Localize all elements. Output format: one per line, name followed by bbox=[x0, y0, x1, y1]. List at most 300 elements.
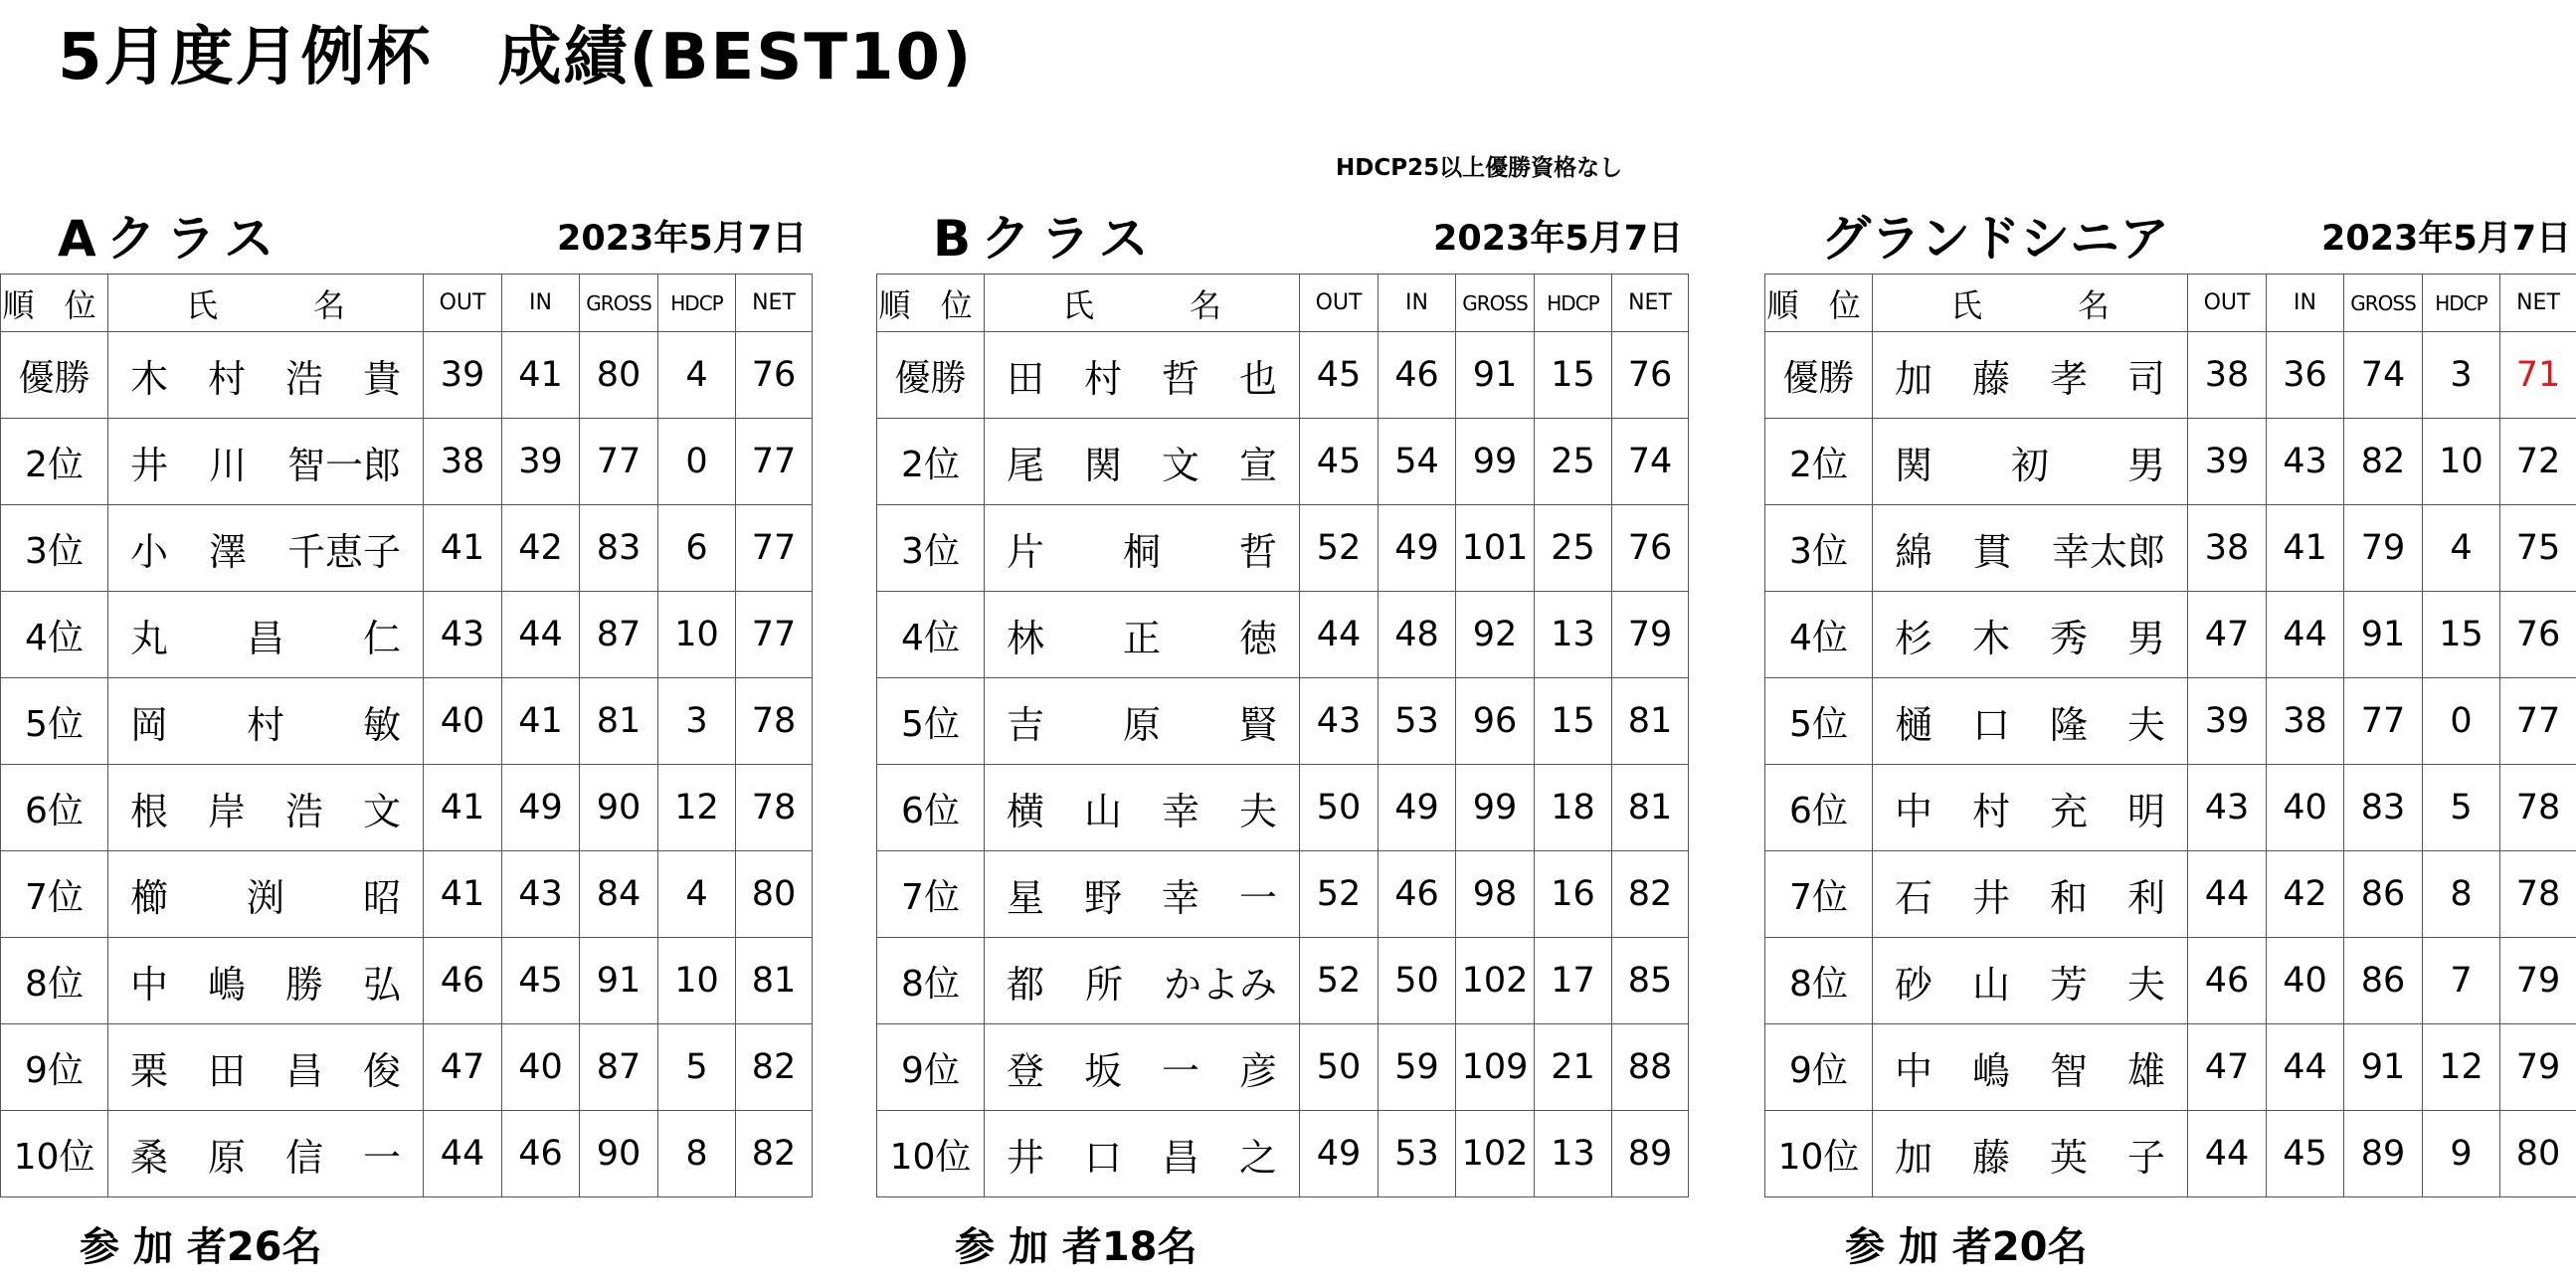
hdcp-cell: 7 bbox=[2423, 938, 2500, 1024]
grand-senior-results-table bbox=[1764, 274, 2576, 1197]
out-cell: 41 bbox=[424, 505, 502, 592]
in-cell: 38 bbox=[2267, 678, 2344, 765]
rank-cell: 優勝 bbox=[877, 332, 985, 419]
in-cell: 43 bbox=[2267, 419, 2344, 505]
hdcp-cell: 8 bbox=[658, 1111, 736, 1197]
rank-cell: 5位 bbox=[1765, 678, 1873, 765]
player-name-cell bbox=[1873, 505, 2188, 592]
gross-cell: 77 bbox=[580, 419, 658, 505]
gross-cell: 84 bbox=[580, 851, 658, 938]
in-cell: 40 bbox=[2267, 938, 2344, 1024]
player-name: 吉 原 賢 bbox=[1007, 702, 1277, 747]
rank-cell: 4位 bbox=[877, 592, 985, 678]
out-cell: 40 bbox=[424, 678, 502, 765]
header-hdcp: HDCP bbox=[2423, 275, 2500, 332]
net-cell: 79 bbox=[2500, 938, 2576, 1024]
net-cell: 76 bbox=[2500, 592, 2576, 678]
header-hdcp: HDCP bbox=[1535, 275, 1612, 332]
gross-cell: 99 bbox=[1456, 419, 1535, 505]
header-row bbox=[877, 275, 1689, 332]
player-name: 井 口 昌 之 bbox=[1007, 1135, 1277, 1180]
gross-cell: 74 bbox=[2344, 332, 2423, 419]
in-cell: 44 bbox=[2267, 1024, 2344, 1111]
class-b-date: 2023年5月7日 bbox=[1433, 219, 1684, 259]
rank-cell: 9位 bbox=[877, 1024, 985, 1111]
player-name-cell bbox=[108, 332, 424, 419]
out-cell: 45 bbox=[1300, 419, 1379, 505]
player-name-cell bbox=[985, 765, 1300, 851]
table-row bbox=[1765, 592, 2576, 678]
player-name-cell bbox=[985, 592, 1300, 678]
net-cell: 78 bbox=[736, 678, 813, 765]
player-name: 櫛 渕 昭 bbox=[130, 875, 401, 920]
hdcp-cell: 3 bbox=[658, 678, 736, 765]
net-cell: 77 bbox=[736, 592, 813, 678]
player-name: 杉 木 秀 男 bbox=[1895, 616, 2165, 660]
gross-cell: 99 bbox=[1456, 765, 1535, 851]
player-name-cell bbox=[108, 505, 424, 592]
net-cell: 80 bbox=[736, 851, 813, 938]
out-cell: 50 bbox=[1300, 765, 1379, 851]
class-b-results-table bbox=[876, 274, 1689, 1197]
header-net: NET bbox=[2500, 275, 2576, 332]
hdcp-cell: 8 bbox=[2423, 851, 2500, 938]
table-row bbox=[1765, 1111, 2576, 1197]
table-row bbox=[877, 1024, 1689, 1111]
player-name-cell bbox=[108, 851, 424, 938]
rank-cell: 2位 bbox=[877, 419, 985, 505]
out-cell: 43 bbox=[1300, 678, 1379, 765]
player-name: 丸 昌 仁 bbox=[130, 616, 401, 660]
out-cell: 39 bbox=[2188, 678, 2267, 765]
gross-cell: 109 bbox=[1456, 1024, 1535, 1111]
player-name-cell bbox=[985, 505, 1300, 592]
out-cell: 49 bbox=[1300, 1111, 1379, 1197]
hdcp-cell: 5 bbox=[2423, 765, 2500, 851]
header-rank: 順 位 bbox=[1765, 275, 1873, 332]
hdcp-cell: 25 bbox=[1535, 505, 1612, 592]
player-name: 片 桐 哲 bbox=[1007, 529, 1277, 574]
net-cell: 74 bbox=[1612, 419, 1689, 505]
gross-cell: 87 bbox=[580, 592, 658, 678]
player-name-cell bbox=[985, 678, 1300, 765]
table-row bbox=[1765, 419, 2576, 505]
rank-cell: 4位 bbox=[1765, 592, 1873, 678]
net-cell: 72 bbox=[2500, 419, 2576, 505]
hdcp-cell: 12 bbox=[658, 765, 736, 851]
rank-cell: 10位 bbox=[1, 1111, 108, 1197]
gross-cell: 90 bbox=[580, 1111, 658, 1197]
in-cell: 49 bbox=[502, 765, 580, 851]
player-name-cell bbox=[1873, 765, 2188, 851]
table-row bbox=[877, 765, 1689, 851]
out-cell: 38 bbox=[424, 419, 502, 505]
hdcp-cell: 10 bbox=[658, 938, 736, 1024]
out-cell: 50 bbox=[1300, 1024, 1379, 1111]
player-name-cell bbox=[1873, 1024, 2188, 1111]
out-cell: 41 bbox=[424, 765, 502, 851]
player-name-cell bbox=[985, 1111, 1300, 1197]
gross-cell: 86 bbox=[2344, 851, 2423, 938]
player-name-cell bbox=[108, 419, 424, 505]
header-name: 氏 名 bbox=[108, 275, 424, 332]
rank-cell: 7位 bbox=[877, 851, 985, 938]
out-cell: 47 bbox=[424, 1024, 502, 1111]
out-cell: 47 bbox=[2188, 592, 2267, 678]
net-cell: 75 bbox=[2500, 505, 2576, 592]
table-row bbox=[1, 765, 813, 851]
in-cell: 48 bbox=[1379, 592, 1456, 678]
out-cell: 47 bbox=[2188, 1024, 2267, 1111]
net-cell: 78 bbox=[2500, 851, 2576, 938]
rank-cell: 9位 bbox=[1765, 1024, 1873, 1111]
out-cell: 46 bbox=[424, 938, 502, 1024]
in-cell: 43 bbox=[502, 851, 580, 938]
class-a-results-table bbox=[0, 274, 813, 1197]
in-cell: 45 bbox=[502, 938, 580, 1024]
hdcp-cell: 10 bbox=[2423, 419, 2500, 505]
gross-cell: 91 bbox=[2344, 592, 2423, 678]
class-a-date: 2023年5月7日 bbox=[557, 219, 808, 259]
hdcp-cell: 4 bbox=[658, 851, 736, 938]
in-cell: 54 bbox=[1379, 419, 1456, 505]
grand-senior-date: 2023年5月7日 bbox=[2321, 219, 2572, 259]
player-name-cell bbox=[1873, 592, 2188, 678]
player-name: 井 川 智一郎 bbox=[130, 443, 401, 487]
rank-cell: 6位 bbox=[877, 765, 985, 851]
rank-cell: 3位 bbox=[1765, 505, 1873, 592]
gross-cell: 96 bbox=[1456, 678, 1535, 765]
header-row bbox=[1, 275, 813, 332]
net-cell: 80 bbox=[2500, 1111, 2576, 1197]
in-cell: 41 bbox=[502, 332, 580, 419]
table-row bbox=[1, 505, 813, 592]
net-cell: 79 bbox=[2500, 1024, 2576, 1111]
table-row bbox=[1, 592, 813, 678]
grand-senior-participants: 参 加 者20名 bbox=[1845, 1224, 2088, 1270]
table-row bbox=[1765, 1024, 2576, 1111]
table-row bbox=[1765, 938, 2576, 1024]
in-cell: 59 bbox=[1379, 1024, 1456, 1111]
hdcp-cell: 13 bbox=[1535, 1111, 1612, 1197]
net-cell: 89 bbox=[1612, 1111, 1689, 1197]
hdcp-cell: 0 bbox=[2423, 678, 2500, 765]
out-cell: 41 bbox=[424, 851, 502, 938]
net-cell: 76 bbox=[1612, 332, 1689, 419]
header-in: IN bbox=[502, 275, 580, 332]
out-cell: 52 bbox=[1300, 851, 1379, 938]
net-cell: 71 bbox=[2500, 332, 2576, 419]
hdcp-cell: 0 bbox=[658, 419, 736, 505]
player-name-cell bbox=[1873, 938, 2188, 1024]
net-cell: 82 bbox=[736, 1111, 813, 1197]
net-cell: 76 bbox=[736, 332, 813, 419]
player-name: 栗 田 昌 俊 bbox=[130, 1048, 401, 1093]
gross-cell: 91 bbox=[2344, 1024, 2423, 1111]
gross-cell: 101 bbox=[1456, 505, 1535, 592]
out-cell: 39 bbox=[424, 332, 502, 419]
rank-cell: 3位 bbox=[1, 505, 108, 592]
table-row bbox=[877, 851, 1689, 938]
header-gross: GROSS bbox=[1456, 275, 1535, 332]
player-name: 林 正 徳 bbox=[1007, 616, 1277, 660]
in-cell: 53 bbox=[1379, 678, 1456, 765]
player-name-cell bbox=[985, 851, 1300, 938]
player-name-cell bbox=[108, 1024, 424, 1111]
rank-cell: 5位 bbox=[1, 678, 108, 765]
rank-cell: 優勝 bbox=[1, 332, 108, 419]
player-name: 桑 原 信 一 bbox=[130, 1135, 401, 1180]
header-net: NET bbox=[736, 275, 813, 332]
net-cell: 77 bbox=[2500, 678, 2576, 765]
rank-cell: 4位 bbox=[1, 592, 108, 678]
gross-cell: 89 bbox=[2344, 1111, 2423, 1197]
hdcp-cell: 15 bbox=[1535, 678, 1612, 765]
player-name: 加 藤 英 子 bbox=[1895, 1135, 2165, 1180]
table-row bbox=[1765, 505, 2576, 592]
in-cell: 45 bbox=[2267, 1111, 2344, 1197]
net-cell: 81 bbox=[1612, 678, 1689, 765]
in-cell: 49 bbox=[1379, 505, 1456, 592]
out-cell: 39 bbox=[2188, 419, 2267, 505]
player-name-cell bbox=[108, 1111, 424, 1197]
net-cell: 76 bbox=[1612, 505, 1689, 592]
hdcp-cell: 15 bbox=[1535, 332, 1612, 419]
player-name-cell bbox=[985, 938, 1300, 1024]
hdcp-cell: 3 bbox=[2423, 332, 2500, 419]
player-name: 田 村 哲 也 bbox=[1007, 356, 1277, 401]
player-name: 尾 関 文 宣 bbox=[1007, 443, 1277, 487]
table-row bbox=[1, 938, 813, 1024]
header-out: OUT bbox=[2188, 275, 2267, 332]
class-a-participants: 参 加 者26名 bbox=[80, 1224, 322, 1270]
player-name-cell bbox=[1873, 678, 2188, 765]
player-name: 砂 山 芳 夫 bbox=[1895, 962, 2165, 1007]
out-cell: 43 bbox=[2188, 765, 2267, 851]
table-row bbox=[877, 505, 1689, 592]
player-name-cell bbox=[985, 1024, 1300, 1111]
out-cell: 44 bbox=[2188, 1111, 2267, 1197]
grand-senior-title: グランドシニア bbox=[1821, 210, 2169, 268]
hdcp-note: HDCP25以上優勝資格なし bbox=[1336, 155, 1623, 181]
table-row bbox=[1, 419, 813, 505]
out-cell: 38 bbox=[2188, 332, 2267, 419]
player-name-cell bbox=[985, 419, 1300, 505]
table-row bbox=[1765, 678, 2576, 765]
player-name-cell bbox=[1873, 419, 2188, 505]
rank-cell: 8位 bbox=[877, 938, 985, 1024]
net-cell: 79 bbox=[1612, 592, 1689, 678]
player-name: 関 初 男 bbox=[1895, 443, 2165, 487]
player-name: 根 岸 浩 文 bbox=[130, 789, 401, 833]
hdcp-cell: 16 bbox=[1535, 851, 1612, 938]
header-gross: GROSS bbox=[2344, 275, 2423, 332]
gross-cell: 87 bbox=[580, 1024, 658, 1111]
gross-cell: 83 bbox=[2344, 765, 2423, 851]
player-name: 星 野 幸 一 bbox=[1007, 875, 1277, 920]
class-a-title: Aクラス bbox=[58, 210, 284, 268]
header-rank: 順 位 bbox=[1, 275, 108, 332]
player-name: 石 井 和 利 bbox=[1895, 875, 2165, 920]
table-row bbox=[877, 678, 1689, 765]
player-name: 横 山 幸 夫 bbox=[1007, 789, 1277, 833]
player-name: 中 嶋 勝 弘 bbox=[130, 962, 401, 1007]
hdcp-cell: 10 bbox=[658, 592, 736, 678]
header-rank: 順 位 bbox=[877, 275, 985, 332]
player-name: 岡 村 敏 bbox=[130, 702, 401, 747]
in-cell: 46 bbox=[502, 1111, 580, 1197]
in-cell: 41 bbox=[502, 678, 580, 765]
out-cell: 46 bbox=[2188, 938, 2267, 1024]
in-cell: 42 bbox=[502, 505, 580, 592]
net-cell: 77 bbox=[736, 419, 813, 505]
hdcp-cell: 15 bbox=[2423, 592, 2500, 678]
player-name-cell bbox=[108, 938, 424, 1024]
out-cell: 45 bbox=[1300, 332, 1379, 419]
out-cell: 43 bbox=[424, 592, 502, 678]
in-cell: 40 bbox=[502, 1024, 580, 1111]
header-out: OUT bbox=[1300, 275, 1379, 332]
net-cell: 78 bbox=[2500, 765, 2576, 851]
player-name: 加 藤 孝 司 bbox=[1895, 356, 2165, 401]
player-name: 樋 口 隆 夫 bbox=[1895, 702, 2165, 747]
net-cell: 78 bbox=[736, 765, 813, 851]
header-hdcp: HDCP bbox=[658, 275, 736, 332]
gross-cell: 91 bbox=[1456, 332, 1535, 419]
rank-cell: 10位 bbox=[877, 1111, 985, 1197]
hdcp-cell: 5 bbox=[658, 1024, 736, 1111]
player-name-cell bbox=[1873, 332, 2188, 419]
gross-cell: 80 bbox=[580, 332, 658, 419]
in-cell: 44 bbox=[502, 592, 580, 678]
table-row bbox=[1, 851, 813, 938]
out-cell: 44 bbox=[424, 1111, 502, 1197]
rank-cell: 6位 bbox=[1, 765, 108, 851]
table-row bbox=[877, 938, 1689, 1024]
table-row bbox=[1, 678, 813, 765]
in-cell: 53 bbox=[1379, 1111, 1456, 1197]
player-name: 中 嶋 智 雄 bbox=[1895, 1048, 2165, 1093]
in-cell: 42 bbox=[2267, 851, 2344, 938]
rank-cell: 2位 bbox=[1765, 419, 1873, 505]
in-cell: 46 bbox=[1379, 851, 1456, 938]
hdcp-cell: 17 bbox=[1535, 938, 1612, 1024]
in-cell: 39 bbox=[502, 419, 580, 505]
hdcp-cell: 4 bbox=[658, 332, 736, 419]
gross-cell: 90 bbox=[580, 765, 658, 851]
net-cell: 82 bbox=[736, 1024, 813, 1111]
hdcp-cell: 9 bbox=[2423, 1111, 2500, 1197]
player-name-cell bbox=[108, 765, 424, 851]
class-b-title: Bクラス bbox=[933, 210, 1159, 268]
out-cell: 38 bbox=[2188, 505, 2267, 592]
in-cell: 49 bbox=[1379, 765, 1456, 851]
rank-cell: 10位 bbox=[1765, 1111, 1873, 1197]
in-cell: 41 bbox=[2267, 505, 2344, 592]
out-cell: 44 bbox=[2188, 851, 2267, 938]
rank-cell: 9位 bbox=[1, 1024, 108, 1111]
table-row bbox=[877, 592, 1689, 678]
player-name-cell bbox=[1873, 851, 2188, 938]
gross-cell: 98 bbox=[1456, 851, 1535, 938]
header-gross: GROSS bbox=[580, 275, 658, 332]
player-name-cell bbox=[108, 592, 424, 678]
page-title: 5月度月例杯 成績(BEST10) bbox=[58, 21, 974, 94]
header-row bbox=[1765, 275, 2576, 332]
net-cell: 82 bbox=[1612, 851, 1689, 938]
in-cell: 44 bbox=[2267, 592, 2344, 678]
class-b-participants: 参 加 者18名 bbox=[955, 1224, 1197, 1270]
net-cell: 88 bbox=[1612, 1024, 1689, 1111]
player-name: 都 所 かよみ bbox=[1007, 962, 1277, 1007]
player-name-cell bbox=[985, 332, 1300, 419]
hdcp-cell: 4 bbox=[2423, 505, 2500, 592]
gross-cell: 102 bbox=[1456, 938, 1535, 1024]
player-name-cell bbox=[108, 678, 424, 765]
header-out: OUT bbox=[424, 275, 502, 332]
gross-cell: 86 bbox=[2344, 938, 2423, 1024]
rank-cell: 2位 bbox=[1, 419, 108, 505]
hdcp-cell: 25 bbox=[1535, 419, 1612, 505]
table-row bbox=[1765, 765, 2576, 851]
in-cell: 40 bbox=[2267, 765, 2344, 851]
gross-cell: 82 bbox=[2344, 419, 2423, 505]
hdcp-cell: 18 bbox=[1535, 765, 1612, 851]
player-name: 中 村 充 明 bbox=[1895, 789, 2165, 833]
gross-cell: 83 bbox=[580, 505, 658, 592]
header-name: 氏 名 bbox=[985, 275, 1300, 332]
hdcp-cell: 21 bbox=[1535, 1024, 1612, 1111]
table-row bbox=[877, 332, 1689, 419]
table-row bbox=[877, 1111, 1689, 1197]
net-cell: 81 bbox=[736, 938, 813, 1024]
table-row bbox=[1, 1024, 813, 1111]
in-cell: 36 bbox=[2267, 332, 2344, 419]
rank-cell: 7位 bbox=[1, 851, 108, 938]
in-cell: 46 bbox=[1379, 332, 1456, 419]
header-name: 氏 名 bbox=[1873, 275, 2188, 332]
player-name-cell bbox=[1873, 1111, 2188, 1197]
player-name: 木 村 浩 貴 bbox=[130, 356, 401, 401]
net-cell: 81 bbox=[1612, 765, 1689, 851]
header-net: NET bbox=[1612, 275, 1689, 332]
gross-cell: 91 bbox=[580, 938, 658, 1024]
in-cell: 50 bbox=[1379, 938, 1456, 1024]
gross-cell: 102 bbox=[1456, 1111, 1535, 1197]
rank-cell: 8位 bbox=[1765, 938, 1873, 1024]
header-in: IN bbox=[2267, 275, 2344, 332]
out-cell: 44 bbox=[1300, 592, 1379, 678]
gross-cell: 77 bbox=[2344, 678, 2423, 765]
table-row bbox=[877, 419, 1689, 505]
net-cell: 77 bbox=[736, 505, 813, 592]
rank-cell: 6位 bbox=[1765, 765, 1873, 851]
table-row bbox=[1, 332, 813, 419]
table-row bbox=[1765, 332, 2576, 419]
rank-cell: 優勝 bbox=[1765, 332, 1873, 419]
rank-cell: 3位 bbox=[877, 505, 985, 592]
player-name: 登 坂 一 彦 bbox=[1007, 1048, 1277, 1093]
out-cell: 52 bbox=[1300, 938, 1379, 1024]
player-name: 小 澤 千恵子 bbox=[130, 529, 401, 574]
hdcp-cell: 6 bbox=[658, 505, 736, 592]
table-row bbox=[1765, 851, 2576, 938]
gross-cell: 79 bbox=[2344, 505, 2423, 592]
hdcp-cell: 13 bbox=[1535, 592, 1612, 678]
player-name: 綿 貫 幸太郎 bbox=[1895, 529, 2165, 574]
rank-cell: 5位 bbox=[877, 678, 985, 765]
rank-cell: 7位 bbox=[1765, 851, 1873, 938]
